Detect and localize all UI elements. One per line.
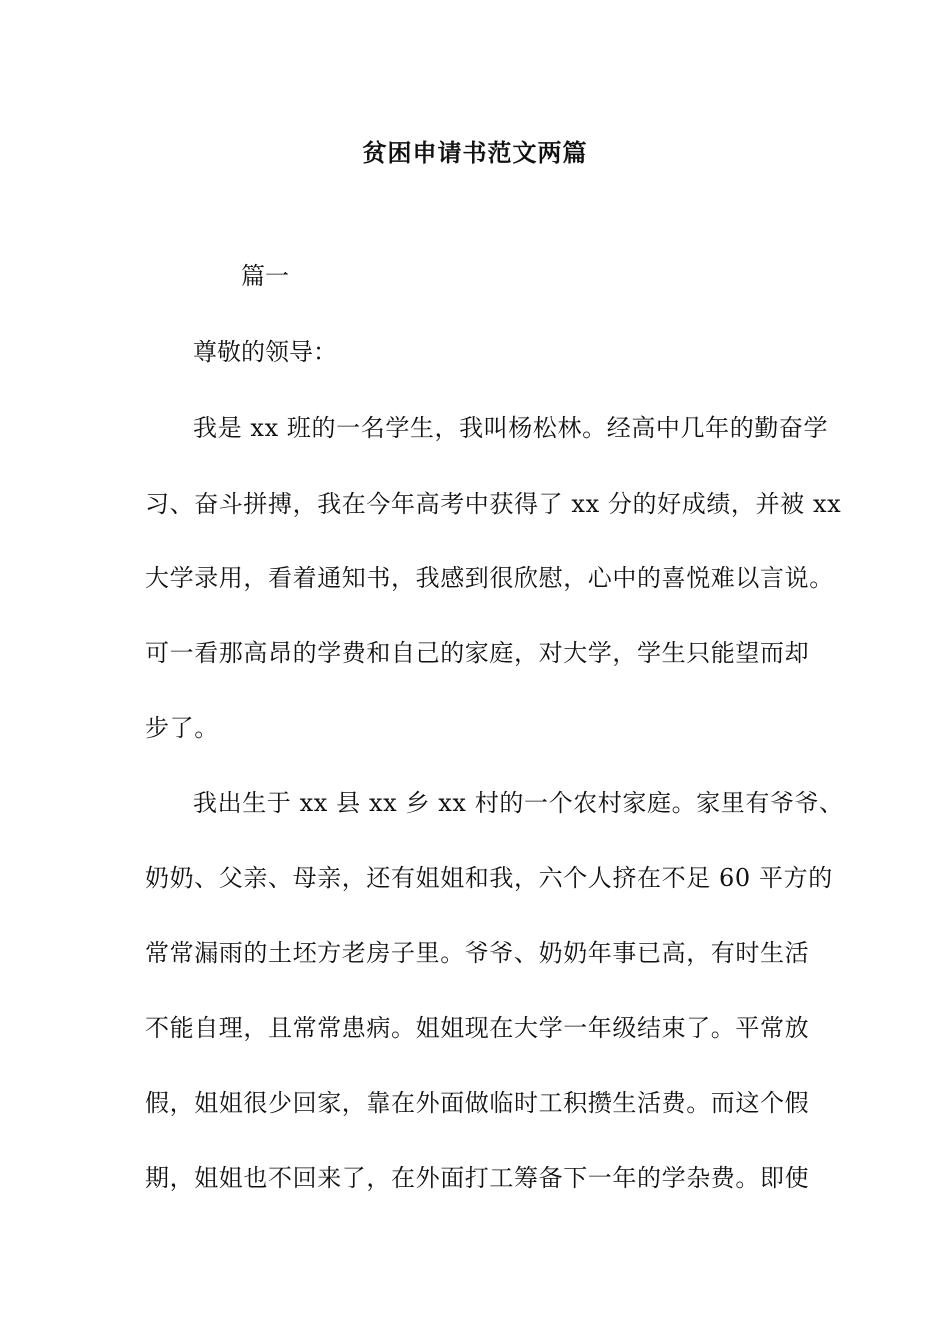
paragraph-line: 假，姐姐很少回家，靠在外面做临时工积攒生活费。而这个假 — [145, 1089, 810, 1117]
paragraph-line: 我是 xx 班的一名学生，我叫杨松林。经高中几年的勤奋学 — [193, 414, 829, 442]
paragraph-line: 习、奋斗拼搏，我在今年高考中获得了 xx 分的好成绩，并被 xx — [145, 490, 842, 518]
section-heading: 篇一 — [241, 262, 289, 290]
document-title: 贫困申请书范文两篇 — [362, 138, 588, 167]
paragraph-line: 期，姐姐也不回来了，在外面打工筹备下一年的学杂费。即使 — [145, 1164, 810, 1192]
paragraph-line: 大学录用，看着通知书，我感到很欣慰，心中的喜悦难以言说。 — [145, 564, 834, 592]
paragraph-line: 我出生于 xx 县 xx 乡 xx 村的一个农村家庭。家里有爷爷、 — [193, 789, 844, 817]
paragraph-line: 步了。 — [145, 714, 219, 742]
paragraph-line: 可一看那高昂的学费和自己的家庭，对大学，学生只能望而却 — [145, 639, 810, 667]
paragraph-line: 常常漏雨的土坯方老房子里。爷爷、奶奶年事已高，有时生活 — [145, 939, 810, 967]
paragraph-line: 不能自理，且常常患病。姐姐现在大学一年级结束了。平常放 — [145, 1014, 810, 1042]
salutation: 尊敬的领导： — [193, 338, 337, 366]
paragraph-line: 奶奶、父亲、母亲，还有姐姐和我，六个人挤在不足 60 平方的 — [145, 864, 833, 892]
